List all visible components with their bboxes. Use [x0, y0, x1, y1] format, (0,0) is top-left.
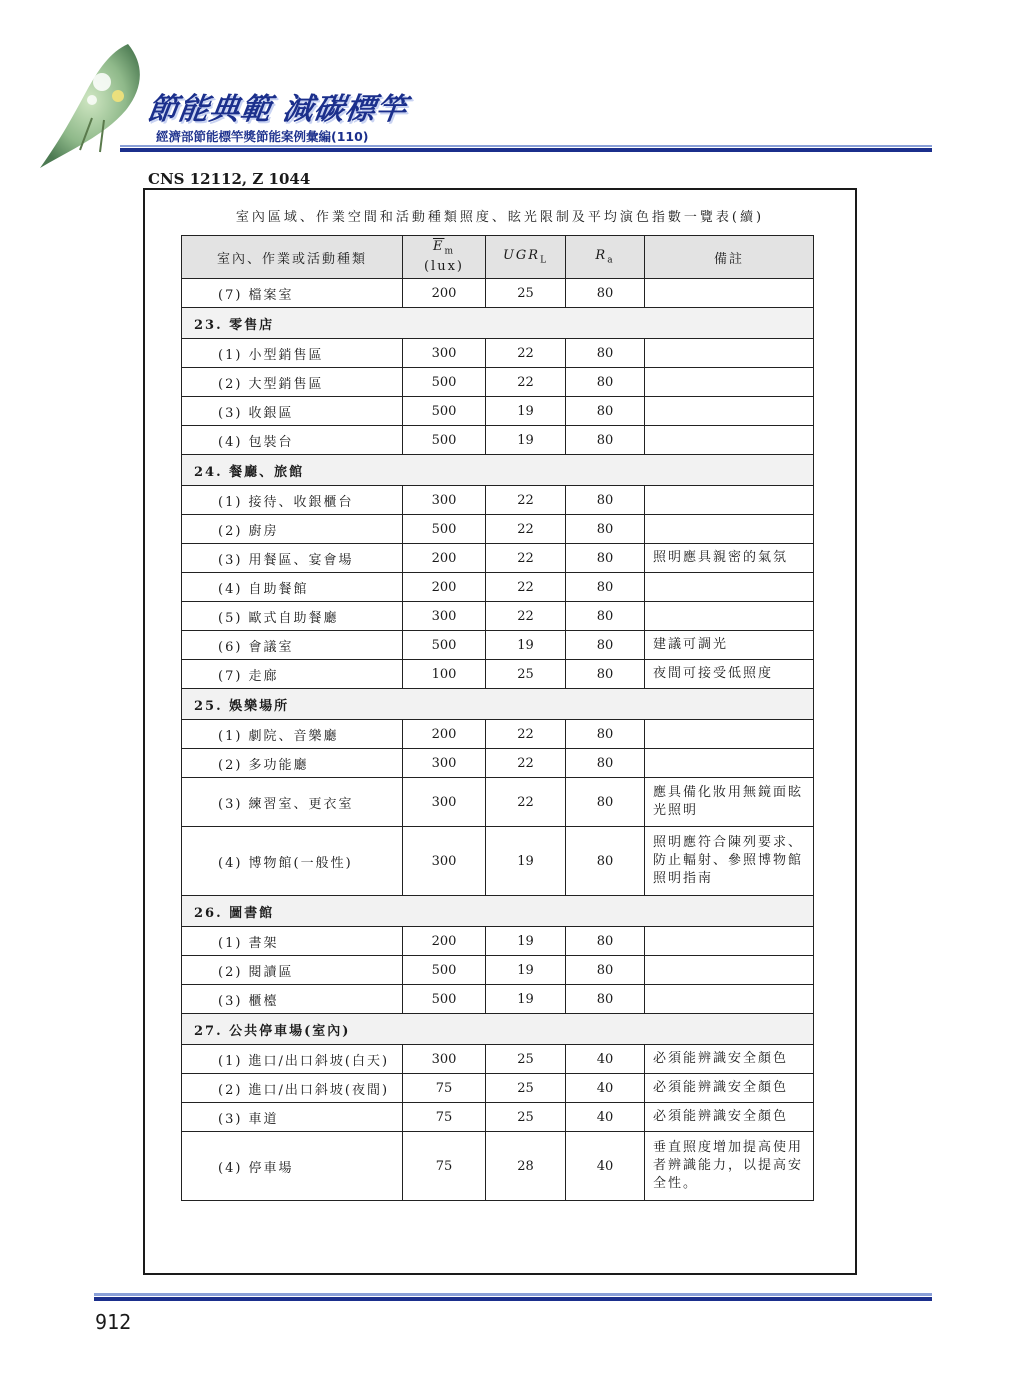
em-cell: 100 [403, 660, 486, 689]
ugr-cell: 22 [486, 544, 566, 573]
ugr-cell: 22 [486, 720, 566, 749]
ugr-cell: 22 [486, 573, 566, 602]
note-cell [645, 426, 814, 455]
em-unit: (lux) [423, 259, 464, 275]
illuminance-table [181, 235, 814, 1201]
ugr-cell: 25 [486, 1045, 566, 1074]
ra-cell: 80 [566, 397, 645, 426]
section-label: 25. 娛樂場所 [182, 689, 814, 720]
ra-cell: 80 [566, 985, 645, 1014]
ra-cell: 40 [566, 1132, 645, 1201]
em-cell: 200 [403, 927, 486, 956]
table-row [182, 1045, 814, 1074]
ugr-cell: 22 [486, 368, 566, 397]
activity-cell: (1) 接待、收銀櫃台 [182, 486, 403, 515]
note-cell [645, 339, 814, 368]
table-row [182, 339, 814, 368]
col-activity: 室內、作業或活動種類 [182, 236, 403, 279]
col-em [403, 236, 486, 279]
table-row [182, 660, 814, 689]
activity-cell: (3) 練習室、更衣室 [182, 778, 403, 827]
ugr-cell: 19 [486, 927, 566, 956]
em-cell: 75 [403, 1132, 486, 1201]
note-cell [645, 749, 814, 778]
ra-cell: 80 [566, 339, 645, 368]
section-row [182, 1014, 814, 1045]
ra-cell: 80 [566, 631, 645, 660]
table-row [182, 397, 814, 426]
section-row [182, 689, 814, 720]
em-cell: 500 [403, 631, 486, 660]
activity-cell: (1) 書架 [182, 927, 403, 956]
ra-cell: 80 [566, 927, 645, 956]
em-cell: 200 [403, 573, 486, 602]
ra-cell: 80 [566, 515, 645, 544]
ugr-cell: 19 [486, 426, 566, 455]
note-cell: 垂直照度增加提高使用者辨識能力，以提高安全性。 [645, 1132, 814, 1201]
em-cell: 300 [403, 827, 486, 896]
note-cell [645, 956, 814, 985]
note-cell: 必須能辨識安全顏色 [645, 1045, 814, 1074]
activity-cell: (3) 櫃檯 [182, 985, 403, 1014]
logo-title: 節能典範 減碳標竿 [145, 92, 410, 127]
table-caption: 室內區域、作業空間和活動種類照度、眩光限制及平均演色指數一覽表(續) [235, 210, 765, 225]
activity-cell: (7) 檔案室 [182, 279, 403, 308]
ra-cell: 80 [566, 827, 645, 896]
ra-cell: 80 [566, 573, 645, 602]
activity-cell: (4) 博物館(一般性) [182, 827, 403, 896]
em-cell: 200 [403, 720, 486, 749]
activity-cell: (2) 大型銷售區 [182, 368, 403, 397]
em-cell: 300 [403, 486, 486, 515]
em-symbol: $\overline{E}$ [432, 238, 445, 254]
em-cell: 500 [403, 515, 486, 544]
ra-cell: 80 [566, 279, 645, 308]
em-sub: m [444, 246, 456, 257]
table-row [182, 368, 814, 397]
activity-cell: (4) 包裝台 [182, 426, 403, 455]
ugr-cell: 19 [486, 985, 566, 1014]
ugr-cell: 19 [486, 956, 566, 985]
table-row [182, 426, 814, 455]
activity-cell: (1) 小型銷售區 [182, 339, 403, 368]
section-label: 24. 餐廳、旅館 [182, 455, 814, 486]
ra-cell: 80 [566, 778, 645, 827]
header-rule [120, 145, 932, 152]
note-cell [645, 515, 814, 544]
ra-cell: 80 [566, 486, 645, 515]
activity-cell: (4) 自助餐館 [182, 573, 403, 602]
activity-cell: (2) 廚房 [182, 515, 403, 544]
note-cell: 建議可調光 [645, 631, 814, 660]
table-row [182, 927, 814, 956]
activity-cell: (3) 車道 [182, 1103, 403, 1132]
activity-cell: (3) 收銀區 [182, 397, 403, 426]
ra-cell: 40 [566, 1103, 645, 1132]
ugr-cell: 22 [486, 339, 566, 368]
note-cell: 照明應具親密的氣氛 [645, 544, 814, 573]
section-label: 23. 零售店 [182, 308, 814, 339]
section-row [182, 896, 814, 927]
em-cell: 300 [403, 339, 486, 368]
ugr-cell: 22 [486, 515, 566, 544]
table-row [182, 1132, 814, 1201]
note-cell: 照明應符合陳列要求、防止輻射、參照博物館照明指南 [645, 827, 814, 896]
ra-cell: 80 [566, 602, 645, 631]
note-cell: 必須能辨識安全顏色 [645, 1103, 814, 1132]
footer-rule [94, 1293, 932, 1301]
em-cell: 200 [403, 279, 486, 308]
note-cell [645, 368, 814, 397]
em-cell: 75 [403, 1074, 486, 1103]
activity-cell: (2) 進口/出口斜坡(夜間) [182, 1074, 403, 1103]
table-row [182, 749, 814, 778]
em-cell: 500 [403, 397, 486, 426]
note-cell: 夜間可接受低照度 [645, 660, 814, 689]
ugr-cell: 25 [486, 1103, 566, 1132]
note-cell [645, 602, 814, 631]
table-row [182, 720, 814, 749]
activity-cell: (6) 會議室 [182, 631, 403, 660]
note-cell [645, 486, 814, 515]
ugr-cell: 25 [486, 660, 566, 689]
ra-cell: 80 [566, 956, 645, 985]
em-cell: 200 [403, 544, 486, 573]
section-label: 27. 公共停車場(室內) [182, 1014, 814, 1045]
note-cell [645, 927, 814, 956]
note-cell [645, 279, 814, 308]
ra-cell: 80 [566, 720, 645, 749]
ra-cell: 80 [566, 368, 645, 397]
table-row [182, 573, 814, 602]
ra-cell: 40 [566, 1045, 645, 1074]
table-row [182, 1103, 814, 1132]
col-ugr [486, 236, 566, 279]
note-cell [645, 985, 814, 1014]
ra-cell: 40 [566, 1074, 645, 1103]
activity-cell: (2) 多功能廳 [182, 749, 403, 778]
table-row [182, 827, 814, 896]
table-row [182, 778, 814, 827]
table-row [182, 985, 814, 1014]
note-cell [645, 720, 814, 749]
table-header-row [182, 236, 814, 279]
ugr-cell: 22 [486, 602, 566, 631]
ugr-cell: 22 [486, 749, 566, 778]
table-row [182, 486, 814, 515]
section-label: 26. 圖書館 [182, 896, 814, 927]
ugr-cell: 22 [486, 778, 566, 827]
ugr-cell: 25 [486, 279, 566, 308]
ra-sub: a [607, 255, 615, 266]
ra-cell: 80 [566, 544, 645, 573]
table-row [182, 631, 814, 660]
section-row [182, 308, 814, 339]
em-cell: 75 [403, 1103, 486, 1132]
ugr-sub: L [540, 255, 549, 266]
ra-symbol: R [595, 248, 608, 264]
em-cell: 500 [403, 956, 486, 985]
page-number: 912 [95, 1310, 132, 1334]
ra-cell: 80 [566, 660, 645, 689]
ugr-cell: 28 [486, 1132, 566, 1201]
activity-cell: (4) 停車場 [182, 1132, 403, 1201]
table-row [182, 515, 814, 544]
standard-label: CNS 12112, Z 1044 [148, 170, 311, 188]
note-cell [645, 397, 814, 426]
activity-cell: (1) 進口/出口斜坡(白天) [182, 1045, 403, 1074]
table-row [182, 956, 814, 985]
note-cell: 應具備化妝用無鏡面眩光照明 [645, 778, 814, 827]
activity-cell: (2) 閱讀區 [182, 956, 403, 985]
note-cell: 必須能辨識安全顏色 [645, 1074, 814, 1103]
activity-cell: (5) 歐式自助餐廳 [182, 602, 403, 631]
col-ra [566, 236, 645, 279]
ugr-cell: 22 [486, 486, 566, 515]
ugr-cell: 19 [486, 827, 566, 896]
table-row [182, 544, 814, 573]
em-cell: 500 [403, 368, 486, 397]
section-row [182, 455, 814, 486]
activity-cell: (1) 劇院、音樂廳 [182, 720, 403, 749]
table-frame [143, 188, 857, 1275]
table-row [182, 1074, 814, 1103]
page-header [0, 0, 1024, 185]
activity-cell: (3) 用餐區、宴會場 [182, 544, 403, 573]
ugr-cell: 25 [486, 1074, 566, 1103]
ugr-cell: 19 [486, 397, 566, 426]
em-cell: 300 [403, 749, 486, 778]
em-cell: 300 [403, 778, 486, 827]
ugr-cell: 19 [486, 631, 566, 660]
ra-cell: 80 [566, 426, 645, 455]
em-cell: 300 [403, 602, 486, 631]
table-row [182, 279, 814, 308]
activity-cell: (7) 走廊 [182, 660, 403, 689]
logo-subtitle: 經濟部節能標竿獎節能案例彙編(110) [156, 129, 369, 144]
table-row [182, 602, 814, 631]
em-cell: 500 [403, 985, 486, 1014]
em-cell: 300 [403, 1045, 486, 1074]
col-note: 備註 [645, 236, 814, 279]
ra-cell: 80 [566, 749, 645, 778]
ugr-symbol: UGR [502, 248, 541, 264]
em-cell: 500 [403, 426, 486, 455]
note-cell [645, 573, 814, 602]
